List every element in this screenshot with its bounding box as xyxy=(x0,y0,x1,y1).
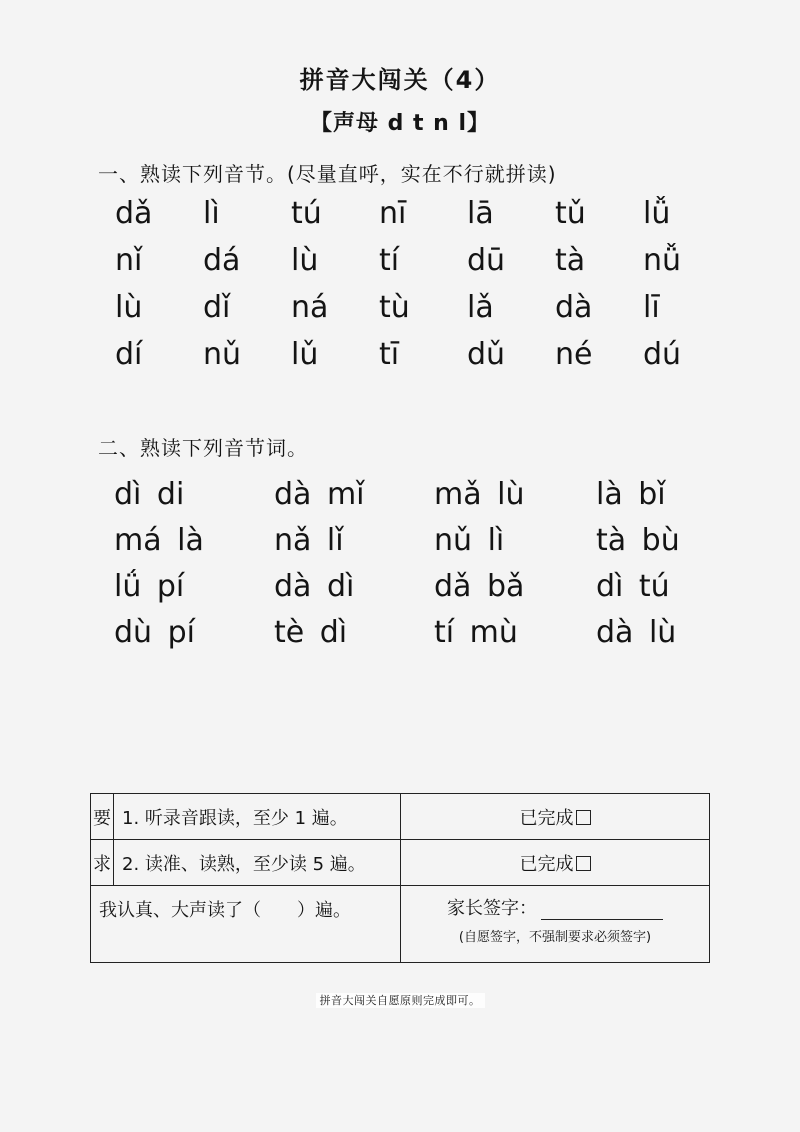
pinyin-word: nǎ lǐ xyxy=(274,523,344,558)
done-label: 已完成 xyxy=(519,853,574,875)
syllable: né xyxy=(555,337,593,372)
syllable: dú xyxy=(643,337,682,372)
syllable: tǔ xyxy=(555,196,586,231)
sign-note: (自愿签字，不强制要求必须签字) xyxy=(458,930,652,945)
syllable: lì xyxy=(203,196,220,231)
pinyin-word: tà bù xyxy=(596,523,680,558)
syllable: dǎ xyxy=(115,196,153,231)
page-title: 拼音大闯关（4） xyxy=(299,66,501,94)
syllable: lù xyxy=(115,290,143,325)
pinyin-word: dǎ bǎ xyxy=(434,569,525,604)
requirement-label-bottom: 求 xyxy=(91,840,114,886)
syllable: dū xyxy=(467,243,506,278)
pinyin-word: lǘ pí xyxy=(114,569,185,604)
syllable: lā xyxy=(467,196,494,231)
pinyin-word: dì di xyxy=(114,477,185,512)
footer-note xyxy=(0,992,800,1008)
pinyin-word: má là xyxy=(114,523,204,558)
completion-status-2 xyxy=(401,840,710,886)
pinyin-word: tè dì xyxy=(274,615,348,650)
syllable: tú xyxy=(291,196,322,231)
completion-status-1 xyxy=(401,794,710,840)
requirement-item-2: 2. 读准、读熟，至少读 5 遍。 xyxy=(114,840,401,886)
read-count-text: 我认真、大声读了（ ）遍。 xyxy=(99,900,351,921)
syllable: nǚ xyxy=(643,243,682,278)
syllable: nǐ xyxy=(115,243,143,278)
signature-line[interactable] xyxy=(541,901,663,920)
syllable: lǚ xyxy=(643,196,671,231)
pinyin-word: tí mù xyxy=(434,615,518,650)
syllable: dá xyxy=(203,243,241,278)
checkbox[interactable] xyxy=(576,856,591,871)
section1-heading: 一、熟读下列音节。(尽量直呼，实在不行就拼读) xyxy=(98,162,557,186)
parent-sign-cell xyxy=(401,886,710,963)
syllable: ná xyxy=(291,290,329,325)
pinyin-word: là bǐ xyxy=(596,477,666,512)
syllable: tī xyxy=(379,337,400,372)
syllable: dà xyxy=(555,290,593,325)
syllable: tà xyxy=(555,243,586,278)
pinyin-word: nǔ lì xyxy=(434,523,505,558)
syllable: dǔ xyxy=(467,337,506,372)
section2-heading: 二、熟读下列音节词。 xyxy=(98,436,308,460)
read-count-cell xyxy=(91,886,401,963)
checkbox[interactable] xyxy=(576,810,591,825)
page-subtitle: 【声母 d t n l】 xyxy=(309,111,491,136)
pinyin-word: dì tú xyxy=(596,569,670,604)
syllable: lù xyxy=(291,243,319,278)
syllable: lǔ xyxy=(291,337,319,372)
footer-text: 拼音大闯关自愿原则完成即可。 xyxy=(316,993,485,1008)
syllable: nī xyxy=(379,196,407,231)
done-label: 已完成 xyxy=(519,807,574,829)
syllable: lī xyxy=(643,290,660,325)
requirements-table xyxy=(90,793,710,963)
pinyin-word: dà lù xyxy=(596,615,677,650)
syllable: nǔ xyxy=(203,337,242,372)
syllable: dǐ xyxy=(203,290,231,325)
word-grid xyxy=(114,472,734,656)
syllable: tí xyxy=(379,243,400,278)
syllable-grid xyxy=(100,190,720,378)
requirement-label-top: 要 xyxy=(91,794,114,840)
pinyin-word: dà dì xyxy=(274,569,355,604)
requirement-item-1: 1. 听录音跟读，至少 1 遍。 xyxy=(114,794,401,840)
parent-sign-label: 家长签字： xyxy=(447,898,537,919)
syllable: dí xyxy=(115,337,143,372)
syllable: tù xyxy=(379,290,410,325)
pinyin-word: mǎ lù xyxy=(434,477,525,512)
syllable: lǎ xyxy=(467,290,494,325)
pinyin-word: dà mǐ xyxy=(274,477,365,512)
pinyin-word: dù pí xyxy=(114,615,195,650)
